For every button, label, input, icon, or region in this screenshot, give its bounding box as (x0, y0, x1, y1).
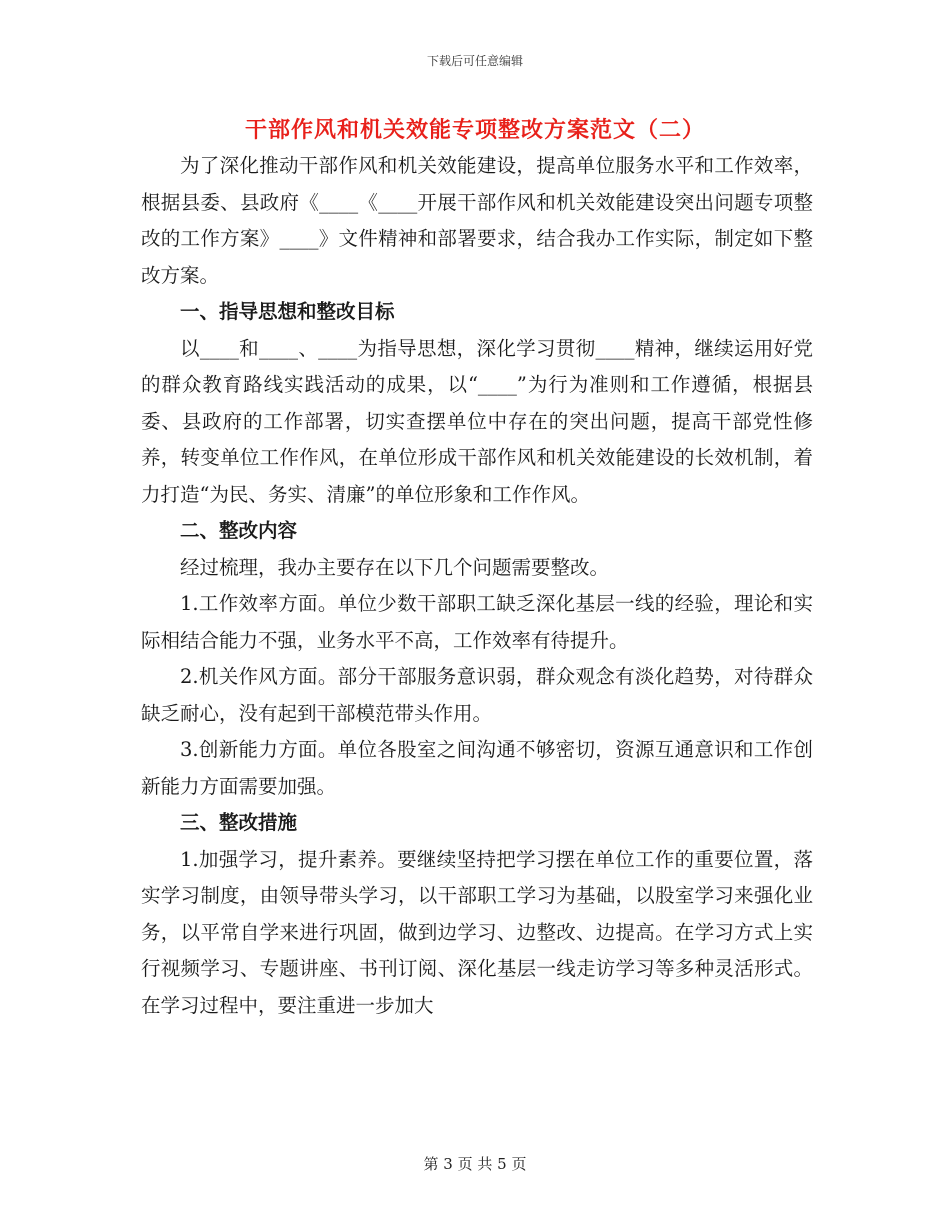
list-item: 2.机关作风方面。部分干部服务意识弱，群众观念有淡化趋势，对待群众缺乏耐心，没有起到干部模范带头作用。 (141, 665, 813, 725)
list-item: 1.加强学习，提升素养。要继续坚持把学习摆在单位工作的重要位置，落实学习制度，由领导带头学习，以干部职工学习为基础，以股室学习来强化业务，以平常自学来进行巩固，做到边学习、边整改、边提高。在学习方式上实行视频学习、专题讲座、书刊订阅、深化基层一线走访学习等多种灵活形式。在学习过程中，要注重进一步加大 (141, 847, 813, 1017)
page-footer: 第 3 页 共 5 页 (423, 1155, 527, 1173)
list-item: 3.创新能力方面。单位各股室之间沟通不够密切，资源互通意识和工作创新能力方面需要加强。 (141, 738, 813, 798)
page-header: 下载后可任意编辑 (426, 54, 523, 68)
section-heading-1: 一、指导思想和整改目标 (180, 300, 395, 323)
section-heading-2: 二、整改内容 (180, 519, 298, 542)
list-item: 1.工作效率方面。单位少数干部职工缺乏深化基层一线的经验，理论和实际相结合能力不强，业务水平不高，工作效率有待提升。 (141, 592, 813, 652)
paragraph: 经过梳理，我办主要存在以下几个问题需要整改。 (180, 555, 610, 579)
document-title: 干部作风和机关效能专项整改方案范文（二） (244, 117, 705, 143)
section-heading-3: 三、整改措施 (180, 811, 298, 834)
intro-paragraph: 为了深化推动干部作风和机关效能建设，提高单位服务水平和工作效率，根据县委、县政府《____《____开展干部作风和机关效能建设突出问题专项整改的工作方案》____》文件精神和部署要求，结合我办工作实际，制定如下整改方案。 (141, 154, 813, 287)
paragraph: 以____和____、____为指导思想，深化学习贯彻____精神，继续运用好党的群众教育路线实践活动的成果，以“____”为行为准则和工作遵循，根据县委、县政府的工作部署，切实查摆单位中存在的突出问题，提高干部党性修养，转变单位工作作风，在单位形成干部作风和机关效能建设的长效机制，着力打造“为民、务实、清廉”的单位形象和工作作风。 (141, 336, 813, 506)
document-body (141, 148, 813, 1024)
